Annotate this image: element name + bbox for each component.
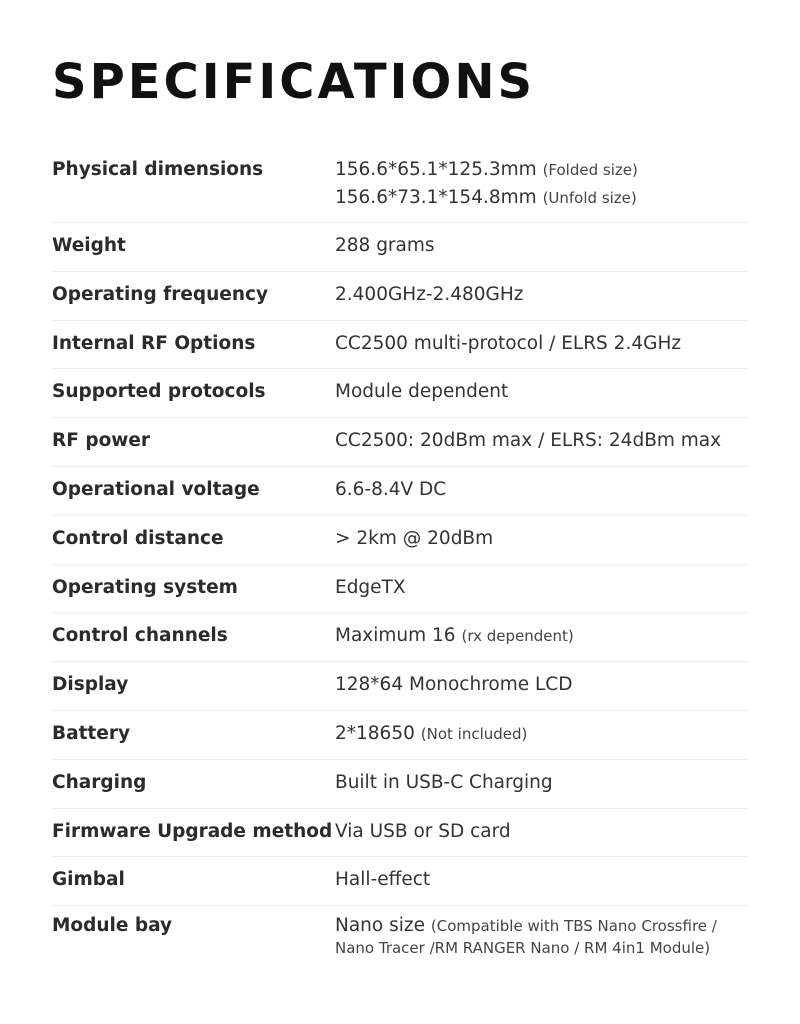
- spec-value: [335, 623, 748, 649]
- spec-label: Module bay: [52, 915, 173, 937]
- spec-row-module-bay: [52, 906, 748, 976]
- spec-value: [335, 282, 748, 308]
- spec-value-line: [335, 937, 748, 959]
- spec-label: Operating system: [52, 576, 238, 598]
- spec-value-main: > 2km @ 20dBm: [335, 527, 494, 549]
- spec-label: Control distance: [52, 527, 224, 549]
- spec-value-note: Nano Tracer /RM RANGER Nano / RM 4in1 Module): [335, 939, 711, 958]
- page-title: SPECIFICATIONS: [52, 54, 536, 110]
- spec-value-note: (Compatible with TBS Nano Crossfire /: [430, 917, 717, 936]
- spec-row-supported-protocols: [52, 369, 748, 418]
- spec-label: Operational voltage: [52, 478, 260, 500]
- spec-value: [335, 477, 748, 503]
- spec-value-main: Built in USB-C Charging: [335, 771, 553, 793]
- spec-row-operating-frequency: [52, 272, 748, 321]
- spec-value: [335, 672, 748, 698]
- spec-value-main: 2.400GHz-2.480GHz: [335, 283, 524, 305]
- spec-value-main: EdgeTX: [335, 576, 406, 598]
- spec-label: Control channels: [52, 625, 228, 647]
- spec-value-main: Hall-effect: [335, 869, 431, 891]
- spec-value: [335, 819, 748, 845]
- spec-row-rf-power: [52, 418, 748, 467]
- spec-value-main: 156.6*73.1*154.8mm: [335, 187, 537, 208]
- spec-label: Display: [52, 674, 129, 696]
- spec-value-main: Maximum 16: [335, 625, 456, 647]
- spec-value-main: 156.6*65.1*125.3mm: [335, 159, 537, 180]
- spec-label: Charging: [52, 771, 147, 793]
- spec-row-physical-dimensions: [52, 148, 748, 223]
- spec-row-battery: [52, 711, 748, 760]
- spec-value: [335, 526, 748, 552]
- spec-value: [335, 770, 748, 796]
- spec-row-firmware-upgrade-method: [52, 809, 748, 858]
- spec-row-gimbal: [52, 857, 748, 906]
- spec-label: Weight: [52, 235, 126, 256]
- spec-value-main: 2*18650: [335, 722, 415, 744]
- spec-value-line: [335, 184, 748, 212]
- spec-value-note: (rx dependent): [461, 627, 574, 646]
- spec-label: Firmware Upgrade method: [52, 820, 333, 842]
- spec-value: [335, 575, 748, 601]
- spec-value: [335, 233, 748, 259]
- spec-value: [335, 379, 748, 405]
- spec-label: Internal RF Options: [52, 332, 256, 354]
- spec-value: [335, 721, 748, 747]
- spec-value-main: Via USB or SD card: [335, 820, 511, 842]
- spec-value-note: (Unfold size): [542, 189, 637, 207]
- spec-label: Operating frequency: [52, 283, 269, 305]
- spec-value: [335, 428, 748, 454]
- spec-value: [335, 915, 748, 959]
- spec-value-main: CC2500: 20dBm max / ELRS: 24dBm max: [335, 430, 722, 452]
- spec-row-control-channels: [52, 613, 748, 662]
- spec-row-control-distance: [52, 516, 748, 565]
- spec-row-operating-system: [52, 565, 748, 614]
- spec-value-main: 128*64 Monochrome LCD: [335, 674, 573, 696]
- spec-row-display: [52, 662, 748, 711]
- spec-row-weight: [52, 223, 748, 272]
- spec-value-main: Nano size: [335, 915, 425, 937]
- spec-row-internal-rf-options: [52, 321, 748, 370]
- spec-value-line: [335, 156, 748, 184]
- spec-label: Physical dimensions: [52, 159, 264, 180]
- spec-label: Battery: [52, 722, 131, 744]
- spec-value: [335, 331, 748, 357]
- spec-value-note: (Not included): [420, 724, 528, 743]
- spec-value-note: (Folded size): [542, 161, 638, 179]
- spec-row-operational-voltage: [52, 467, 748, 516]
- spec-value-main: CC2500 multi-protocol / ELRS 2.4GHz: [335, 332, 682, 354]
- spec-value: [335, 867, 748, 893]
- spec-value: [335, 156, 748, 212]
- spec-row-charging: [52, 760, 748, 809]
- spec-value-line: [335, 915, 748, 937]
- spec-value-main: 288 grams: [335, 235, 435, 256]
- spec-table: [52, 148, 748, 976]
- spec-label: Gimbal: [52, 869, 125, 891]
- spec-value-main: Module dependent: [335, 381, 509, 403]
- spec-value-main: 6.6-8.4V DC: [335, 478, 447, 500]
- spec-label: Supported protocols: [52, 381, 266, 403]
- spec-label: RF power: [52, 430, 151, 452]
